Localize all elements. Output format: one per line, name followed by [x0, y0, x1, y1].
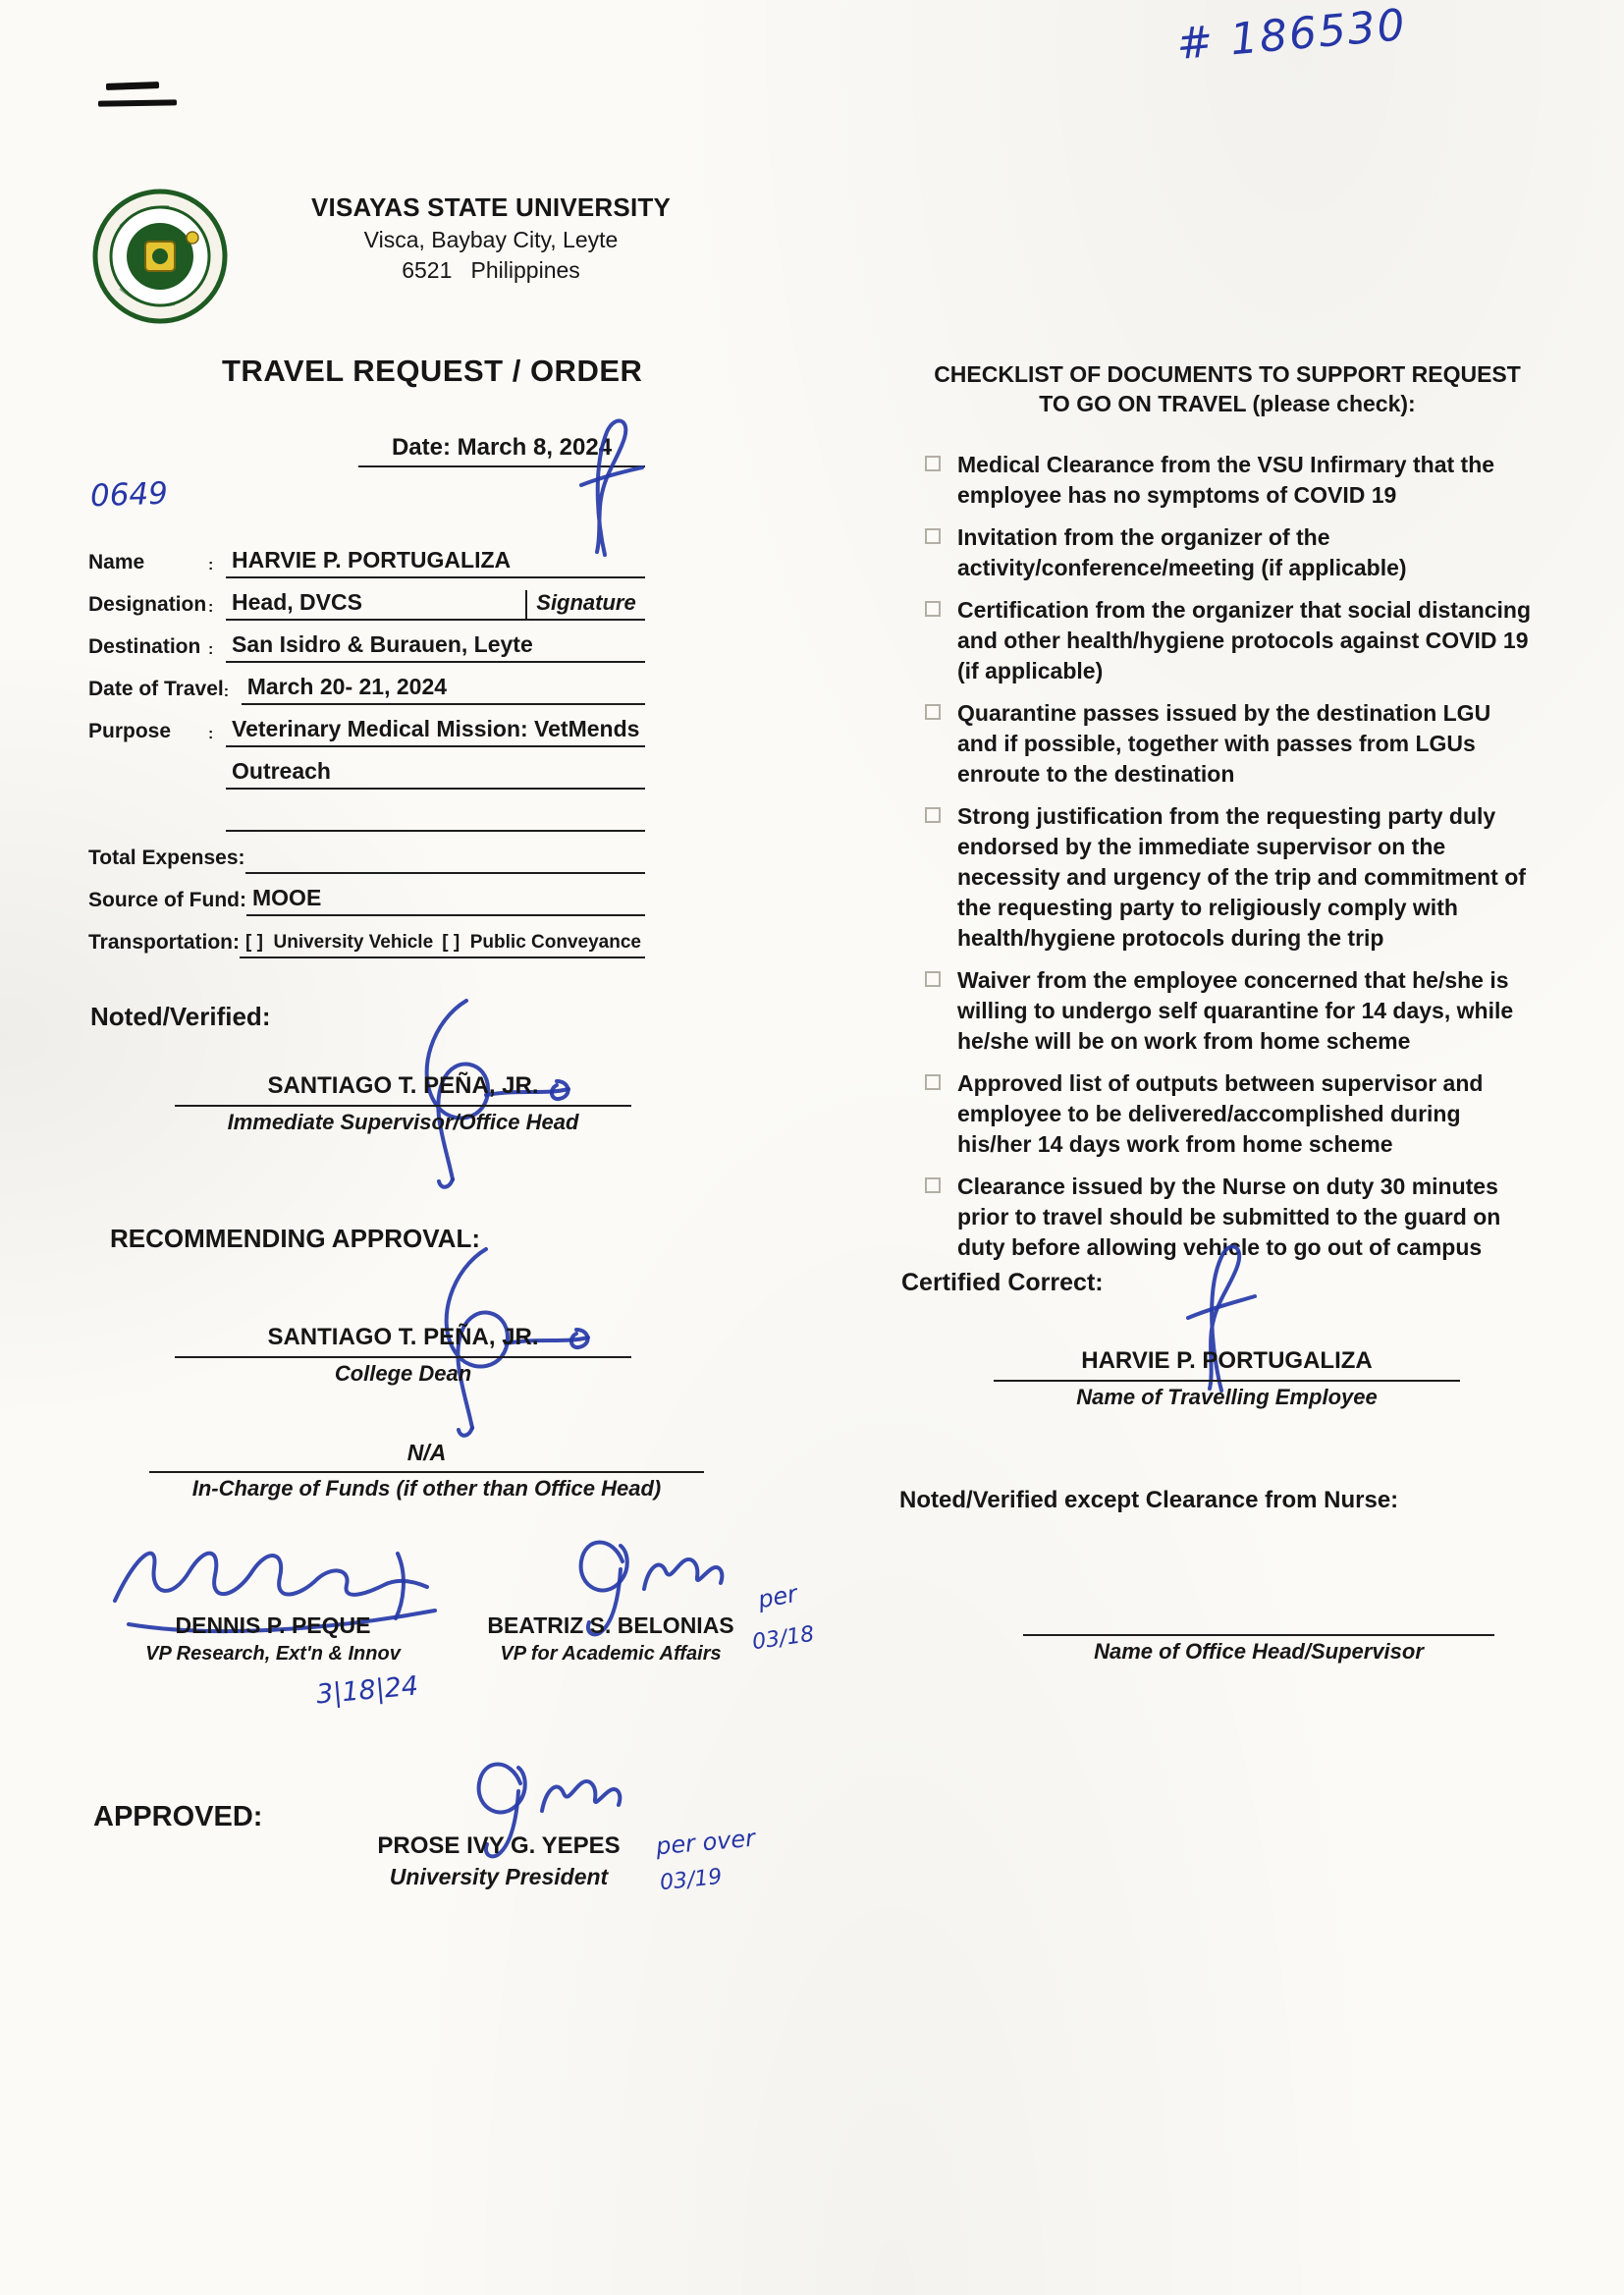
date-value: March 8, 2024	[457, 434, 613, 461]
field-row-purpose-cont	[88, 747, 645, 790]
source-of-fund-label: Source of Fund:	[88, 889, 246, 911]
dean-title: College Dean	[334, 1361, 472, 1386]
dean-name: SANTIAGO T. PEÑA, JR.	[175, 1324, 631, 1358]
certified-correct-label: Certified Correct:	[901, 1269, 1104, 1296]
checklist-item	[925, 1068, 1536, 1160]
checkbox-icon	[925, 456, 941, 471]
checkbox-icon	[925, 1177, 941, 1193]
checklist	[925, 450, 1536, 1275]
checklist-title-line1: CHECKLIST OF DOCUMENTS TO SUPPORT REQUEST	[934, 361, 1521, 387]
letterhead	[280, 192, 702, 284]
recommending-approval-label: RECOMMENDING APPROVAL:	[110, 1224, 480, 1253]
office-head-blank-line	[1023, 1601, 1494, 1636]
signature-label: Signature	[525, 590, 645, 621]
checklist-item	[925, 595, 1536, 686]
form-fields	[88, 536, 645, 958]
checklist-item-text: Strong justification from the requesting party duly endorsed by the immediate supervisor on the necessity and urgency of the trip and commitment of the requesting party to religiously comply with health/hygiene protocols during the trip	[957, 803, 1526, 951]
approved-label: APPROVED:	[93, 1801, 263, 1832]
checkbox-icon	[925, 807, 941, 823]
checklist-item-text: Waiver from the employee concerned that he/she is willing to undergo self quarantine for 14 days, while he/she will be on work from home scheme	[957, 967, 1514, 1054]
employee-title: Name of Travelling Employee	[1076, 1385, 1378, 1409]
blank-line	[226, 827, 645, 832]
checklist-item-text: Approved list of outputs between supervisor and employee to be delivered/accomplished during his/her 14 days work from home scheme	[957, 1070, 1484, 1157]
field-row-transportation	[88, 916, 645, 958]
vp-research-block	[106, 1612, 440, 1666]
transportation-label: Transportation:	[88, 931, 241, 954]
total-expenses-value	[245, 869, 646, 874]
office-head-signoff-block	[1023, 1601, 1494, 1665]
checkbox-icon	[925, 601, 941, 617]
name-label: Name	[88, 551, 145, 574]
transport-option-public-conveyance: [ ] Public Conveyance	[442, 932, 641, 953]
checklist-item-text: Invitation from the organizer of the activity/conference/meeting (if applicable)	[957, 524, 1407, 580]
vp-research-name: DENNIS P. PEQUE	[175, 1612, 371, 1638]
purpose-value-line2: Outreach	[226, 758, 645, 790]
checkbox-icon	[925, 704, 941, 720]
checklist-item-text: Quarantine passes issued by the destination LGU and if possible, together with passes from LGUs enroute to the destination	[957, 700, 1491, 787]
checklist-item	[925, 698, 1536, 790]
noted-verified-label: Noted/Verified:	[90, 1002, 271, 1031]
employee-name: HARVIE P. PORTUGALIZA	[994, 1347, 1460, 1382]
source-of-fund-value: MOOE	[246, 885, 645, 916]
checklist-item	[925, 1172, 1536, 1263]
travel-date-label: Date of Travel	[88, 678, 224, 700]
colon: :	[223, 683, 230, 700]
president-title: University President	[389, 1864, 609, 1889]
president-name: PROSE IVY G. YEPES	[377, 1832, 621, 1859]
funds-signoff-block	[149, 1440, 704, 1502]
checkbox-icon	[925, 528, 941, 544]
handwritten-vp-research-date: 3|18|24	[314, 1670, 420, 1711]
handwritten-president-date: 03/19	[658, 1864, 724, 1896]
date-label: Date:	[391, 434, 451, 461]
destination-value: San Isidro & Burauen, Leyte	[226, 631, 645, 663]
handwritten-ref-number: # 186530	[1174, 0, 1409, 71]
field-row-total-expenses	[88, 832, 645, 874]
checklist-item-text: Medical Clearance from the VSU Infirmary that the employee has no symptoms of COVID 19	[957, 452, 1495, 508]
travel-date-value: March 20- 21, 2024	[242, 674, 645, 705]
checkbox-icon	[925, 1074, 941, 1090]
field-row-purpose	[88, 705, 645, 747]
checklist-item	[925, 801, 1536, 954]
field-row-destination	[88, 621, 645, 663]
spacer	[208, 786, 226, 790]
university-address-line1: Visca, Baybay City, Leyte	[363, 227, 619, 252]
supervisor-name: SANTIAGO T. PEÑA, JR.	[175, 1072, 631, 1107]
vp-academic-name: BEATRIZ S. BELONIAS	[487, 1612, 734, 1638]
field-row-blank	[88, 790, 645, 832]
total-expenses-label: Total Expenses:	[88, 847, 245, 869]
name-value: HARVIE P. PORTUGALIZA	[226, 547, 645, 578]
funds-title: In-Charge of Funds (if other than Office Head)	[191, 1476, 662, 1501]
transport-option-university-vehicle: [ ] University Vehicle	[245, 932, 434, 953]
checklist-item	[925, 522, 1536, 583]
field-row-source-of-fund	[88, 874, 645, 916]
checklist-title	[923, 359, 1532, 418]
noted-except-nurse-label: Noted/Verified except Clearance from Nurse:	[899, 1487, 1399, 1513]
field-row-designation	[88, 578, 645, 621]
colon: :	[208, 641, 214, 658]
president-block	[342, 1832, 656, 1890]
handwritten-vp-academic-note: per	[755, 1579, 800, 1614]
transportation-options	[240, 932, 645, 958]
spacer	[88, 828, 208, 832]
vp-academic-title: VP for Academic Affairs	[500, 1643, 722, 1665]
vp-academic-block	[463, 1612, 758, 1666]
checklist-title-line2: TO GO ON TRAVEL (please check):	[1039, 391, 1416, 416]
handwritten-president-note: per over	[654, 1824, 757, 1861]
dean-signoff-block	[175, 1324, 631, 1387]
scan-artifact-mark	[106, 82, 159, 90]
vsu-seal-logo	[90, 187, 230, 326]
spacer	[88, 786, 208, 790]
vp-research-title: VP Research, Ext'n & Innov	[145, 1643, 401, 1665]
employee-signoff-block	[994, 1347, 1460, 1410]
university-address-line2: 6521 Philippines	[402, 257, 580, 283]
supervisor-title: Immediate Supervisor/Office Head	[227, 1110, 579, 1134]
checklist-item-text: Certification from the organizer that social distancing and other health/hygiene protocols against COVID 19 (if applicable)	[957, 597, 1532, 683]
office-head-title: Name of Office Head/Supervisor	[1094, 1639, 1424, 1664]
colon: :	[208, 599, 214, 616]
scan-artifact-mark	[98, 99, 177, 106]
handwritten-control-number: 0649	[89, 475, 169, 515]
university-name: VISAYAS STATE UNIVERSITY	[310, 192, 671, 222]
field-row-name	[88, 536, 645, 578]
designation-label: Designation	[88, 593, 207, 616]
form-title: TRAVEL REQUEST / ORDER	[222, 354, 643, 388]
funds-value: N/A	[149, 1440, 704, 1473]
field-row-travel-date	[88, 663, 645, 705]
purpose-value: Veterinary Medical Mission: VetMends	[226, 716, 645, 747]
supervisor-signoff-block	[175, 1072, 631, 1135]
colon: :	[208, 557, 214, 574]
checkbox-icon	[925, 971, 941, 987]
checklist-item-text: Clearance issued by the Nurse on duty 30 minutes prior to travel should be submitted to the guard on duty before allowing vehicle to go out of campus	[957, 1174, 1501, 1260]
colon: :	[208, 726, 214, 742]
handwritten-vp-academic-date: 03/18	[750, 1621, 816, 1656]
checklist-item	[925, 450, 1536, 511]
date-field	[358, 434, 645, 467]
checklist-item	[925, 965, 1536, 1057]
purpose-label: Purpose	[88, 720, 172, 742]
spacer	[208, 828, 226, 832]
designation-value: Head, DVCS	[226, 589, 525, 621]
destination-label: Destination	[88, 635, 201, 658]
